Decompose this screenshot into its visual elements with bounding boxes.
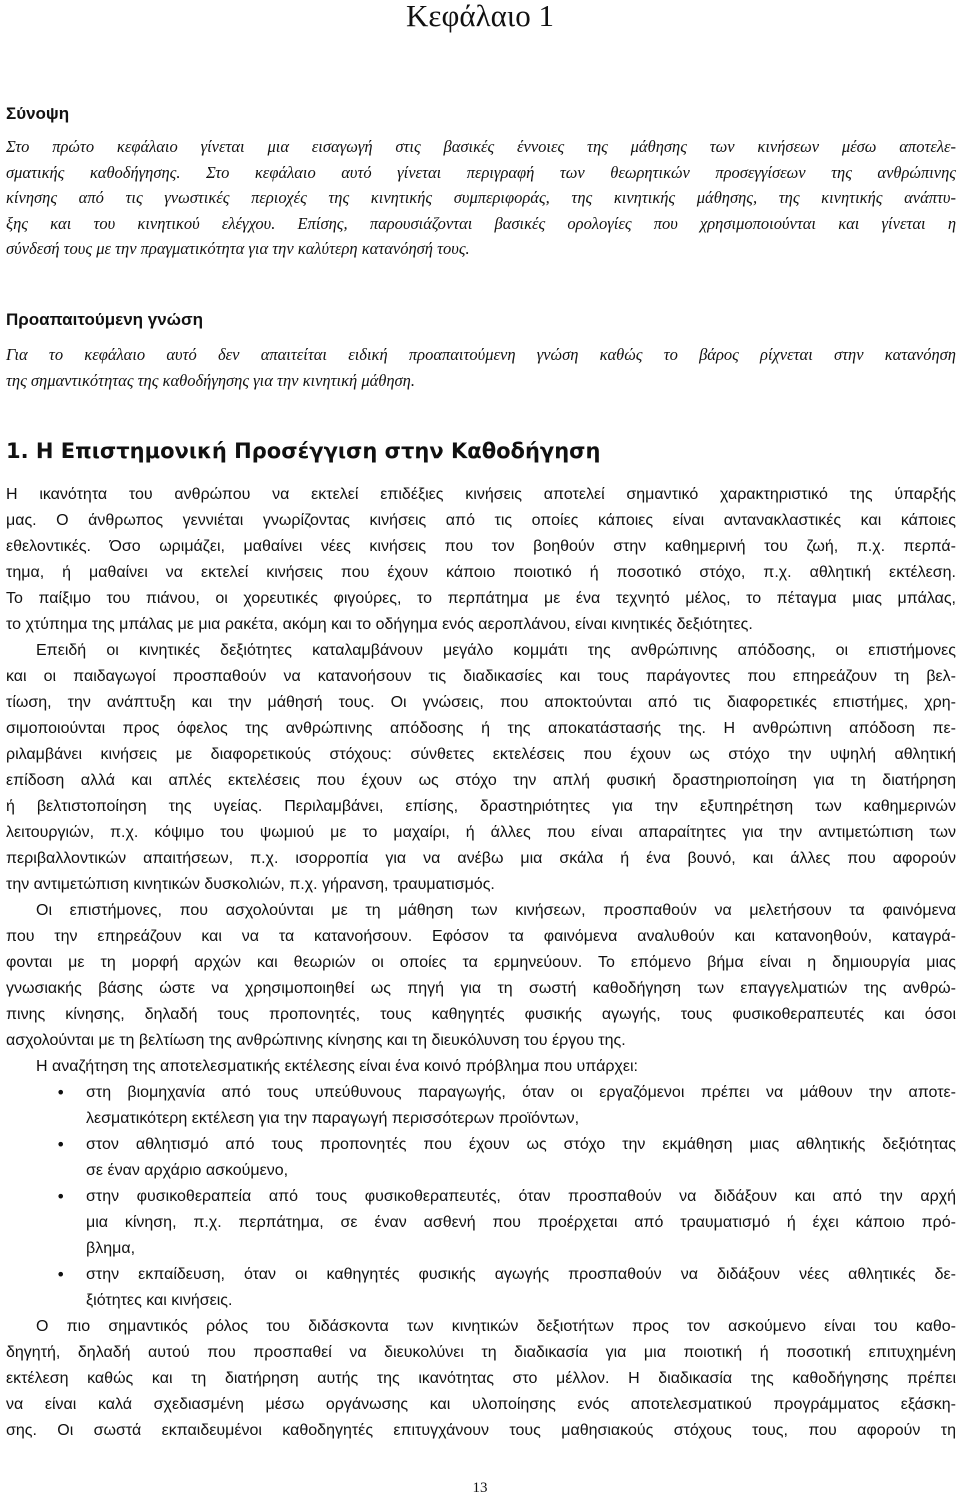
bullet-icon: • xyxy=(56,1265,66,1284)
bullet-icon: • xyxy=(56,1083,66,1102)
bullet-item xyxy=(6,1236,956,1262)
bullet-icon: • xyxy=(56,1135,66,1154)
summary-heading: Σύνοψη xyxy=(6,104,70,123)
bullet-item xyxy=(6,1106,956,1132)
text-line: Στο πρώτο κεφάλαιο γίνεται μια εισαγωγή στις βασικές έννοιες της μάθησης των κινήσεων μέσω αποτελε- xyxy=(6,137,956,156)
bullet-item xyxy=(6,1184,956,1210)
text-line: τίωση, την ανάπτυξη και την μάθησή τους. Οι γνώσεις, που αποκτούνται από τις διαφορετικές επιστήμες, χρη- xyxy=(6,694,956,711)
chapter-title: Κεφάλαιο 1 xyxy=(406,0,554,33)
summary-paragraph xyxy=(6,134,956,262)
text-line: στον αθλητισμό από τους προπονητές που έχουν ως στόχο την εκμάθηση μιας αθλητικής δεξιότητας xyxy=(86,1136,956,1153)
text-line: τημα, ή μαθαίνει να εκτελεί κινήσεις που έχουν κάποιο ποιοτικό ή ποσοτικό στόχο, π.χ. αθλητική εκτέλεση. xyxy=(6,564,956,581)
text-line: στη βιομηχανία από τους υπεύθυνους παραγωγής, όταν οι εργαζόμενοι πρέπει να μάθουν την αποτε- xyxy=(86,1084,956,1101)
text-line: Η αναζήτηση της αποτελεσματικής εκτέλεσης είναι ένα κοινό πρόβλημα που υπάρχει: xyxy=(36,1058,638,1075)
section-heading: 1. Η Επιστημονική Προσέγγιση στην Καθοδήγηση xyxy=(6,439,601,463)
text-line: που την επηρεάζουν και να τα κατανοήσουν. Εφόσον τα φαινόμενα αναλυθούν και κατανοηθούν, καταγρά- xyxy=(6,928,956,945)
text-line: Για το κεφάλαιο αυτό δεν απαιτείται ειδική προαπαιτούμενη γνώση καθώς το βάρος ρίχνεται στην κατανόηση xyxy=(6,345,956,364)
text-line: της σημαντικότητας της καθοδήγησης για την κινητική μάθηση. xyxy=(6,370,415,390)
text-line: λειτουργιών, π.χ. κόψιμο του ψωμιού με το μαχαίρι, ή άλλες που είναι απαραίτητες για την αντιμετώπιση των xyxy=(6,824,956,841)
text-line: λεσματικότερη εκτέλεση για την παραγωγή περισσότερων προϊόντων, xyxy=(86,1110,580,1127)
text-line: ξης και του κινητικού ελέγχου. Επίσης, παρουσιάζονται βασικές ορολογίες που χρησιμοποιούνται και γίνεται η xyxy=(6,213,956,233)
text-line: Η ικανότητα του ανθρώπου να εκτελεί επιδέξιες κινήσεις αποτελεί σημαντικό χαρακτηριστικό της ύπαρξής xyxy=(6,486,956,503)
bullet-item xyxy=(6,1288,956,1314)
prerequisites-heading: Προαπαιτούμενη γνώση xyxy=(6,310,204,329)
text-line: κίνησης από τις γνωστικές περιοχές της κινητικής συμπεριφοράς, της κινητικής μάθησης, της κινητικής ανάπτυ- xyxy=(6,188,956,208)
text-line: σε έναν αρχάριο ασκούμενο, xyxy=(86,1162,289,1179)
bullet-item xyxy=(6,1132,956,1158)
text-line: στην εκπαίδευση, όταν οι καθηγητές φυσικής αγωγής προσπαθούν να διδάξουν νέες αθλητικές δε- xyxy=(86,1266,956,1283)
text-line: σης. Οι σωστά εκπαιδευμένοι καθοδηγητές επιτυγχάνουν τους μαθησιακούς στόχους τους, που αφορούν τη xyxy=(6,1422,956,1439)
text-line: ή βελτιστοποίηση της υγείας. Περιλαμβάνει, επίσης, δραστηριότητες για την εξυπηρέτηση των καθημερινών xyxy=(6,798,956,815)
text-line: δηγητή, δηλαδή αυτού που προσπαθεί να διευκολύνει τη διαδικασία για μια ποιοτική ή ποσοτική επιτυχημένη xyxy=(6,1344,956,1361)
text-line: στην φυσικοθεραπεία από τους φυσικοθεραπευτές, όταν προσπαθούν να διδάξουν και από την αρχή xyxy=(86,1188,956,1205)
text-line: Ο πιο σημαντικός ρόλος του διδάσκοντα των κινητικών δεξιοτήτων προς τον ασκούμενο είναι του καθο- xyxy=(36,1318,956,1335)
text-line: μια κίνηση, π.χ. περπάτημα, σε έναν ασθενή που προέρχεται από τραυματισμό ή έχει κάποιο πρό- xyxy=(86,1214,956,1231)
text-line: πινης κίνησης, δηλαδή τους προπονητές, τους καθηγητές φυσικής αγωγής, τους φυσικοθεραπευτές και όσοι xyxy=(6,1006,956,1023)
text-line: φονται με τη μορφή αρχών και θεωριών οι οποίες τα ερμηνεύουν. Το επόμενο βήμα είναι η δημιουργία μιας xyxy=(6,954,956,971)
bullet-icon: • xyxy=(56,1187,66,1206)
bullet-item xyxy=(6,1262,956,1288)
text-line: εθελοντικές. Όσο ωριμάζει, μαθαίνει νέες κινήσεις που τον βοηθούν στην καθημερινή του ζωή, π.χ. περπά- xyxy=(6,538,956,555)
text-line: περιβαλλοντικών απαιτήσεων, π.χ. ισορροπία για να ανέβω μια σκάλα ή ένα βουνό, και άλλες που αφορούν xyxy=(6,850,956,867)
text-line: ασχολούνται με τη βελτίωση της ανθρώπινης κίνησης και τη διευκόλυνση του έργου της. xyxy=(6,1032,626,1049)
bullet-item xyxy=(6,1210,956,1236)
text-line: ξιότητες και κινήσεις. xyxy=(86,1292,233,1309)
text-line: και οι παιδαγωγοί προσπαθούν να κατανοήσουν τις διαδικασίες και τους παράγοντες που επηρεάζουν τη βελ- xyxy=(6,668,956,685)
text-line: Οι επιστήμονες, που ασχολούνται με τη μάθηση των κινήσεων, προσπαθούν να μελετήσουν τα φαινόμενα xyxy=(36,902,956,919)
bullet-item xyxy=(6,1080,956,1106)
text-line: επίδοση αλλά και απλές εκτελέσεις που έχουν ως στόχο την απλή φυσική δραστηριοποίηση για τη διατήρηση xyxy=(6,772,956,789)
bullet-item xyxy=(6,1158,956,1184)
text-line: σιμοποιούνται προς όφελος της ανθρώπινης απόδοσης ή της αποκατάστασής της. Η ανθρώπινη απόδοση πε- xyxy=(6,720,956,737)
text-line: γνωσιακής βάσης ώστε να χρησιμοποιηθεί ως πηγή για τη σωστή καθοδήγηση των επαγγελματιών της ανθρώ- xyxy=(6,980,956,997)
page-number: 13 xyxy=(472,1480,488,1496)
text-line: Επειδή οι κινητικές δεξιότητες καταλαμβάνουν μεγάλο κομμάτι της ανθρώπινης απόδοσης, οι επιστήμονες xyxy=(36,642,956,659)
text-line: το χτύπημα της μπάλας με μια ρακέτα, ακόμη και το οδήγημα ενός αεροπλάνου, είναι κινητικές δεξιότητες. xyxy=(6,616,753,633)
text-line: σύνδεσή τους με την πραγματικότητα για την καλύτερη κατανόησή τους. xyxy=(6,239,470,259)
text-line: να είναι καλά σχεδιασμένη μέσω οργάνωσης και υλοποίησης ενός αποτελεσματικού προγράμματος εξάσκη- xyxy=(6,1396,956,1413)
text-line: βλημα, xyxy=(86,1240,136,1257)
text-line: την αντιμετώπιση κινητικών δυσκολιών, π.χ. γήρανση, τραυματισμός. xyxy=(6,876,495,893)
text-line: εκτέλεση καθώς και τη διατήρηση αυτής της ικανότητας στο μέλλον. Η διαδικασία της καθοδήγησης πρέπει xyxy=(6,1370,956,1387)
text-line: σματικής καθοδήγησης. Στο κεφάλαιο αυτό γίνεται περιγραφή των θεωρητικών προσεγγίσεων της ανθρώπινης xyxy=(6,162,956,182)
prerequisites-paragraph xyxy=(6,342,956,393)
text-line: μας. Ο άνθρωπος γεννιέται γνωρίζοντας κινήσεις από τις οποίες κάποιες είναι αντανακλαστικές και κάποιες xyxy=(6,512,956,529)
text-line: ριλαμβάνει κινήσεις με διαφορετικούς στόχους: σύνθετες εκτελέσεις που έχουν ως στόχο την υψηλή αθλητική xyxy=(6,746,956,763)
section-body xyxy=(6,482,956,1444)
text-line: Το παίξιμο του πιάνου, οι χορευτικές φιγούρες, το περπάτημα με ένα τεχνητό μέλος, το πέταγμα μιας μπάλας, xyxy=(6,590,956,607)
